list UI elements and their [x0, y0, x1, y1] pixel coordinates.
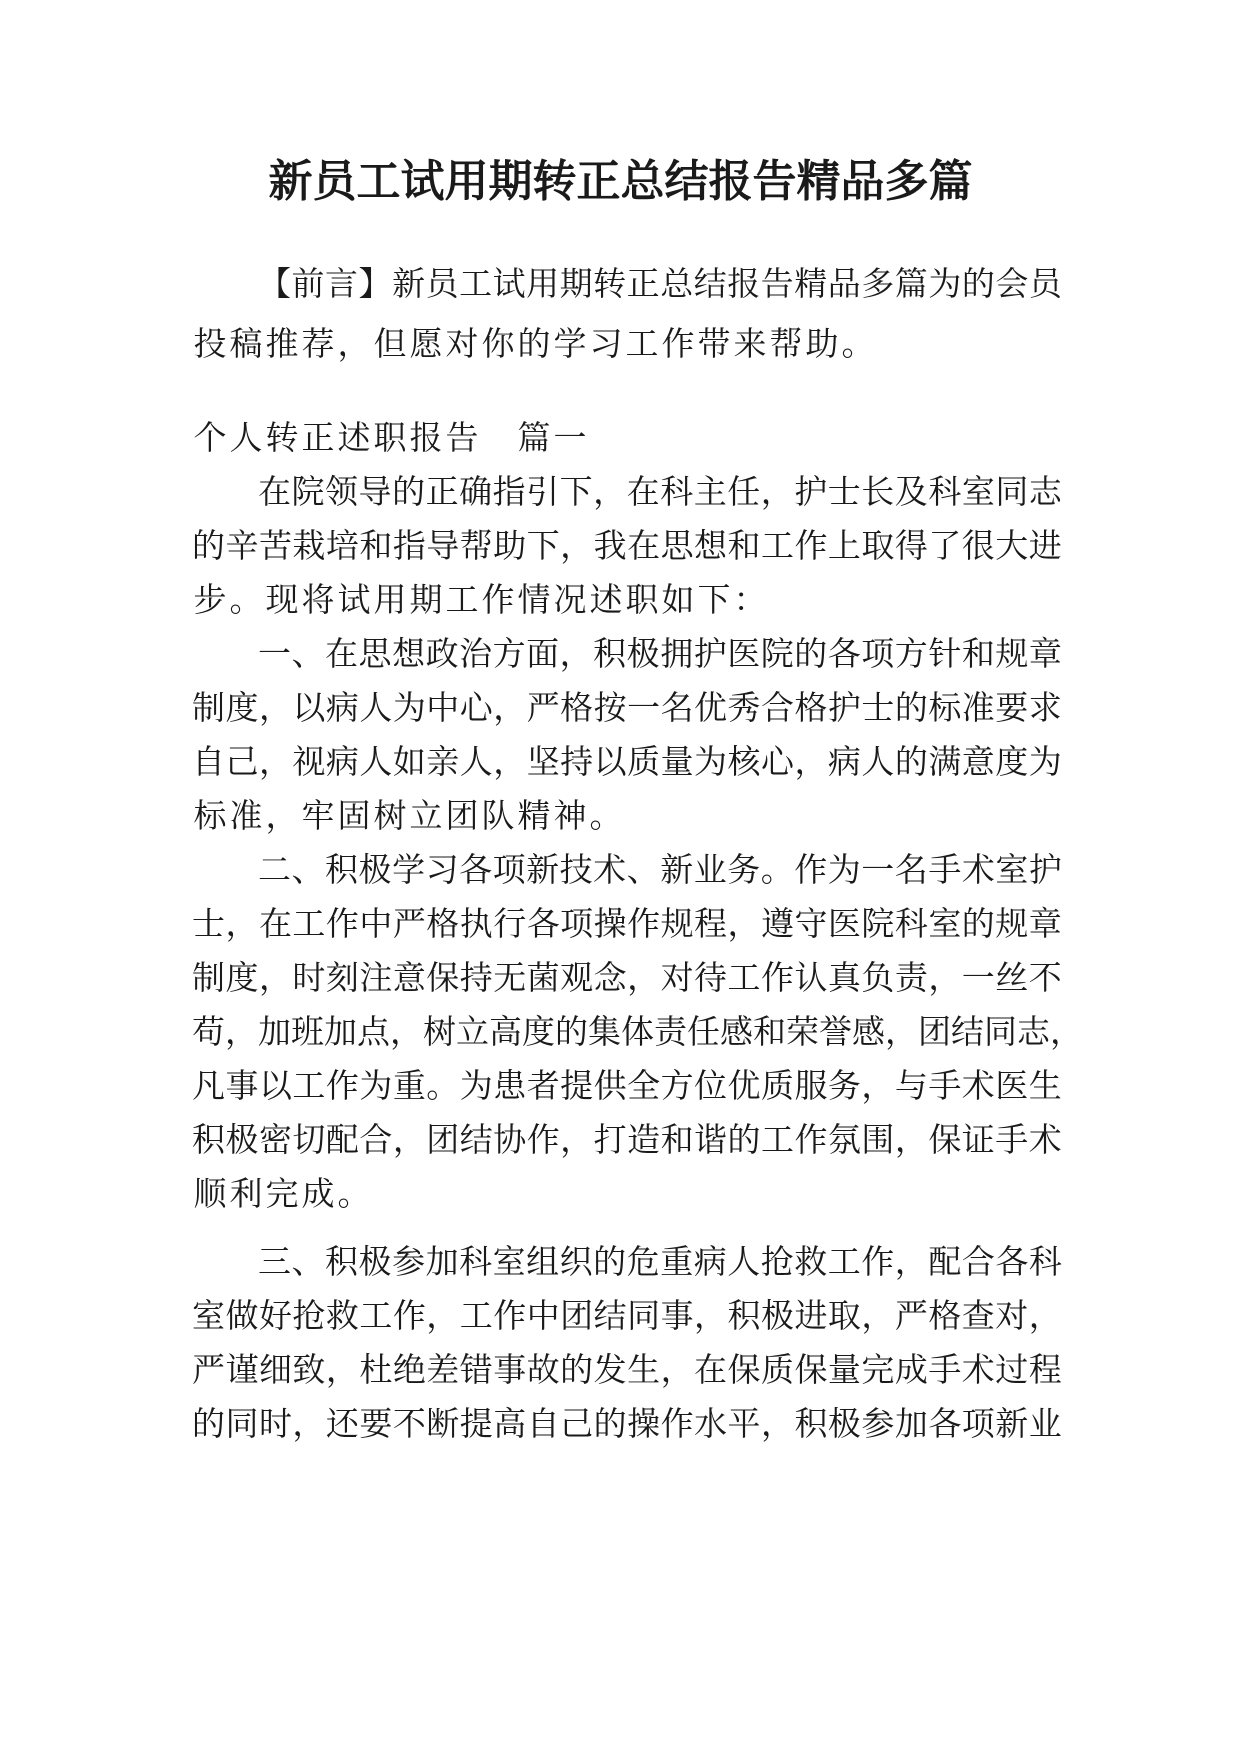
paragraph-line: 在 院 领 导 的 正 确 指 引 下 ， 在 科 主 任 ， 护 士 长 及 科 室 同 志: [258, 472, 1062, 511]
paragraph-line: 自 己 ， 视 病 人 如 亲 人 ， 坚 持 以 质 量 为 核 心 ， 病 人 的 满 意 度 为: [192, 742, 1062, 781]
paragraph-line: 士 ， 在 工 作 中 严 格 执 行 各 项 操 作 规 程 ， 遵 守 医 院 科 室 的 规 章: [192, 904, 1062, 943]
paragraph-line: 顺 利 完 成 。: [193, 1174, 371, 1213]
paragraph-line: 凡 事 以 工 作 为 重 。 为 患 者 提 供 全 方 位 优 质 服 务 ， 与 手 术 医 生: [192, 1066, 1062, 1105]
section-heading: 个 人 转 正 述 职 报 告 篇 一: [193, 418, 587, 457]
document-title: 新员工试用期转正总结报告精品多篇: [268, 156, 973, 207]
paragraph-line: 制 度 ， 以 病 人 为 中 心 ， 严 格 按 一 名 优 秀 合 格 护 士 的 标 准 要 求: [192, 688, 1062, 727]
paragraph-line: 制 度 ， 时 刻 注 意 保 持 无 菌 观 念 ， 对 待 工 作 认 真 负 责 ， 一 丝 不: [192, 958, 1062, 997]
paragraph-line: 三 、 积 极 参 加 科 室 组 织 的 危 重 病 人 抢 救 工 作 ， 配 合 各 科: [258, 1242, 1062, 1281]
paragraph-line: 室 做 好 抢 救 工 作 ， 工 作 中 团 结 同 事 ， 积 极 进 取 ， 严 格 查 对 ，: [192, 1296, 1062, 1335]
preface-line-2: 投 稿 推 荐 ， 但 愿 对 你 的 学 习 工 作 带 来 帮 助 。: [193, 324, 875, 363]
paragraph-line: 苟 ， 加 班 加 点 ， 树 立 高 度 的 集 体 责 任 感 和 荣 誉 感 ， 团 结 同 志 ，: [192, 1012, 1083, 1051]
paragraph-line: 严 谨 细 致 ， 杜 绝 差 错 事 故 的 发 生 ， 在 保 质 保 量 完 成 手 术 过 程: [192, 1350, 1062, 1389]
paragraph-line: 一 、 在 思 想 政 治 方 面 ， 积 极 拥 护 医 院 的 各 项 方 针 和 规 章: [258, 634, 1062, 673]
preface-line-1: 【 前 言 】 新 员 工 试 用 期 转 正 总 结 报 告 精 品 多 篇 为 的 会 员: [258, 264, 1062, 303]
paragraph-line: 的 同 时 ， 还 要 不 断 提 高 自 己 的 操 作 水 平 ， 积 极 参 加 各 项 新 业: [192, 1404, 1062, 1443]
paragraph-line: 步 。 现 将 试 用 期 工 作 情 况 述 职 如 下 ：: [193, 580, 767, 619]
paragraph-line: 标 准 ， 牢 固 树 立 团 队 精 神 。: [193, 796, 623, 835]
paragraph-line: 积 极 密 切 配 合 ， 团 结 协 作 ， 打 造 和 谐 的 工 作 氛 围 ， 保 证 手 术: [192, 1120, 1062, 1159]
paragraph-line: 二 、 积 极 学 习 各 项 新 技 术 、 新 业 务 。 作 为 一 名 手 术 室 护: [258, 850, 1062, 889]
paragraph-line: 的 辛 苦 栽 培 和 指 导 帮 助 下 ， 我 在 思 想 和 工 作 上 取 得 了 很 大 进: [192, 526, 1062, 565]
